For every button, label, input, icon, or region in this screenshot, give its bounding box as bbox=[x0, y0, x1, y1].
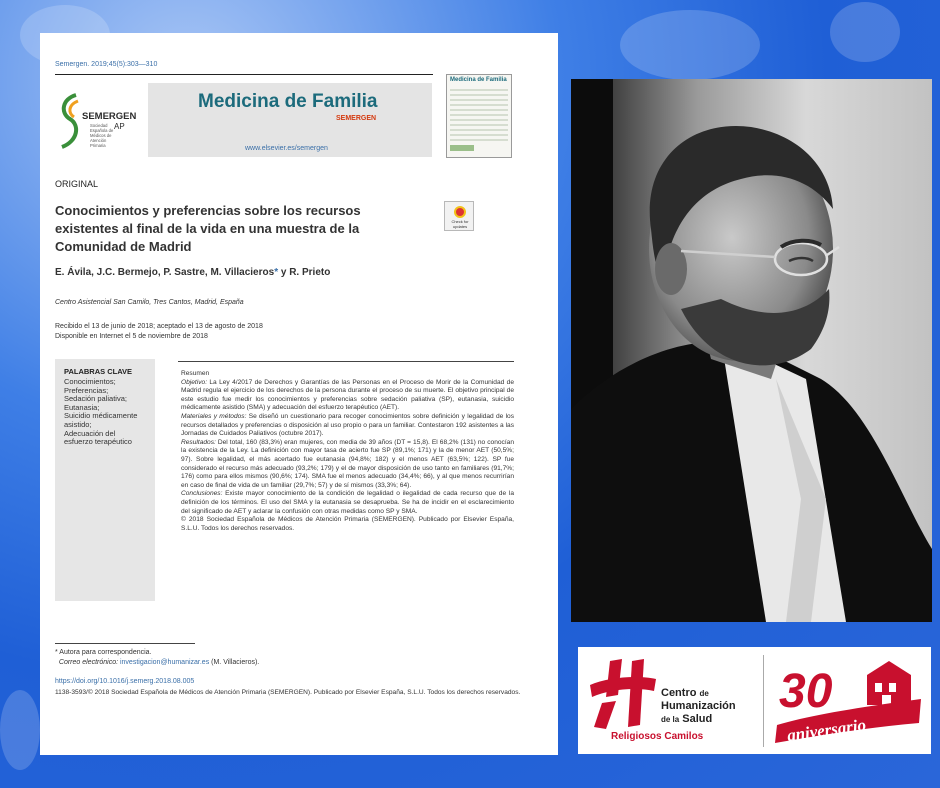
centro-humanizacion-name bbox=[661, 687, 736, 726]
online-date: Disponible en Internet el 5 de noviembre de 2018 bbox=[55, 333, 208, 340]
conclusiones-text: Existe mayor conocimiento de la condición de legalidad o ilegalidad de cada recurso que de la definición de los términos. El uso del SMA y la eutanasia se desaprueba. Se ha de incidir en el esclarecimiento del significado de AET y aclarar la confusión con otras medidas como SP y SMA. bbox=[181, 490, 514, 515]
abstract-rule bbox=[178, 361, 514, 362]
corresponding-star[interactable]: * bbox=[274, 267, 279, 278]
semergen-s-icon bbox=[56, 91, 82, 151]
dela-word: de la bbox=[661, 715, 680, 724]
humanizacion-word: Humanización bbox=[661, 700, 736, 712]
header-rule bbox=[55, 74, 433, 75]
journal-title: Medicina de Familia bbox=[198, 91, 378, 112]
footnote bbox=[55, 648, 259, 668]
check-for-updates-badge[interactable] bbox=[444, 201, 474, 231]
keyword-item: Preferencias; bbox=[64, 385, 109, 395]
keyword-item: Sedación paliativa; bbox=[64, 394, 127, 404]
email-label: Correo electrónico: bbox=[58, 659, 119, 666]
abstract-copyright: © 2018 Sociedad Española de Médicos de Atención Primaria (SEMERGEN). Publicado por Elsevier España, S.L.U. Todos los derechos reservados. bbox=[181, 516, 514, 532]
abstract-heading: Resumen bbox=[181, 370, 210, 377]
badge-label: Check for updates bbox=[451, 219, 469, 229]
email-link[interactable]: investigacion@humanizar.es bbox=[119, 659, 210, 666]
keywords-box bbox=[55, 359, 155, 601]
portrait-illustration bbox=[571, 79, 932, 622]
resultados-label: Resultados: bbox=[181, 438, 216, 446]
cover-text-lines bbox=[450, 89, 508, 141]
keyword-item: Adecuación del esfuerzo terapéutico bbox=[64, 428, 132, 447]
metodos-label: Materiales y métodos: bbox=[181, 412, 247, 420]
authors bbox=[55, 267, 330, 278]
background-bubble bbox=[0, 690, 40, 770]
journal-citation: Semergen. 2019;45(5):303—310 bbox=[55, 61, 158, 68]
author-portrait-photo bbox=[571, 79, 932, 622]
journal-banner bbox=[148, 83, 432, 157]
keyword-item: Conocimientos; bbox=[64, 377, 116, 386]
footnote-rule bbox=[55, 643, 195, 644]
anniversary-number: 30 bbox=[779, 665, 833, 718]
objetivo-text: La Ley 4/2017 de Derechos y Garantías de las Personas en el Proceso de Morir de la Comunidad de Madrid regula el ejercicio de los derechos de la persona durante el proceso de su muerte. El objetivo principal de este estudio fue medir los conocimientos y preferencias sobre sedación paliativa (SP), eutanasia, suicidio médicamente asistido (SMA) y adecuación del esfuerzo terapéutico (AET). bbox=[181, 378, 514, 412]
background-bubble bbox=[830, 2, 900, 62]
background-bubble bbox=[620, 10, 760, 80]
centro-word: Centro bbox=[661, 687, 697, 699]
dates bbox=[55, 322, 263, 342]
semergen-brand: SEMERGEN bbox=[82, 111, 137, 122]
doi-link[interactable]: https://doi.org/10.1016/j.semerg.2018.08.005 bbox=[55, 678, 195, 685]
keywords-heading: PALABRAS CLAVE bbox=[64, 367, 133, 376]
email-line bbox=[55, 658, 259, 668]
received-date: Recibido el 13 de junio de 2018; aceptado el 13 de agosto de 2018 bbox=[55, 323, 263, 330]
section-label: ORIGINAL bbox=[55, 179, 99, 189]
semergen-logo bbox=[56, 85, 140, 157]
logo-divider bbox=[763, 655, 764, 747]
metodos-text: Se diseñó un cuestionario para recoger conocimientos sobre definición y legalidad de los recursos detallados y preferencias o disposición al uso propio o para un familiar. Contestaron 192 asistentes a las Jornadas de Cuidados Paliativos (octubre 2017). bbox=[181, 412, 514, 438]
article-title: Conocimientos y preferencias sobre los recursos existentes al final de la vida en una muestra de la Comunidad de Madrid bbox=[55, 203, 361, 254]
resultados-text: Del total, 160 (83,3%) eran mujeres, con media de 39 años (DT = 15,8). El 68,2% (131) no conocían la existencia de la Ley. La definición con mayor tasa de acierto fue SP (89,1%; 171) y la de menor AET (50,5%; 97). Sobre legalidad, el más acertado fue eutanasia (94,8%; 182) y el menos AET (63,5%; 122). SP fue considerado el recurso más adecuado (93,2%; 179) y el de mayor disposición de uso tanto en familiares (91,7%; 176) como para ellos mismos (90,6%; 174). SMA fue el menos adecuado (34,4%; 66), y al que menos recurrirían en caso de final de vida de un familiar (29,7%; 57) y de sí mismos (33,3%; 64). bbox=[181, 438, 514, 489]
centro-humanizacion-logo-panel bbox=[578, 647, 931, 754]
semergen-ap: AP bbox=[114, 122, 125, 131]
article-page bbox=[40, 33, 558, 755]
conclusiones-label: Conclusiones: bbox=[181, 490, 223, 498]
cover-title: Medicina de Familia bbox=[450, 77, 507, 83]
authors-tail: y R. Prieto bbox=[278, 267, 331, 278]
issn-copyright: 1138-3593/© 2018 Sociedad Española de Médicos de Atención Primaria (SEMERGEN). Publicado por Elsevier España, S.L.U. Todos los derechos reservados. bbox=[55, 689, 521, 696]
journal-cover-thumbnail bbox=[446, 74, 512, 158]
affiliation: Centro Asistencial San Camilo, Tres Cantos, Madrid, España bbox=[55, 299, 244, 306]
keyword-item: Suicidio médicamente asistido; bbox=[64, 411, 138, 429]
update-icon bbox=[454, 206, 466, 218]
journal-subtitle: SEMERGEN bbox=[336, 115, 377, 122]
keyword-item: Eutanasia; bbox=[64, 402, 100, 412]
anniversary-30-logo bbox=[771, 653, 927, 749]
de-word: de bbox=[699, 689, 709, 698]
corresponding-note: * Autora para correspondencia. bbox=[55, 649, 152, 656]
authors-names: E. Ávila, J.C. Bermejo, P. Sastre, M. Villacieros bbox=[55, 267, 275, 278]
salud-word: Salud bbox=[682, 713, 713, 725]
cover-footer-mark bbox=[450, 145, 474, 151]
anniversary-word: aniversario bbox=[785, 715, 868, 746]
email-tail: (M. Villacieros). bbox=[209, 659, 260, 666]
red-cross-icon bbox=[588, 655, 658, 731]
journal-url[interactable]: www.elsevier.es/semergen bbox=[245, 145, 328, 152]
abstract bbox=[181, 370, 514, 533]
semergen-subtitle: Sociedad Española de Médicos de Atención Primaria bbox=[90, 123, 114, 148]
religiosos-camilos: Religiosos Camilos bbox=[611, 731, 704, 742]
objetivo-label: Objetivo: bbox=[181, 378, 208, 386]
